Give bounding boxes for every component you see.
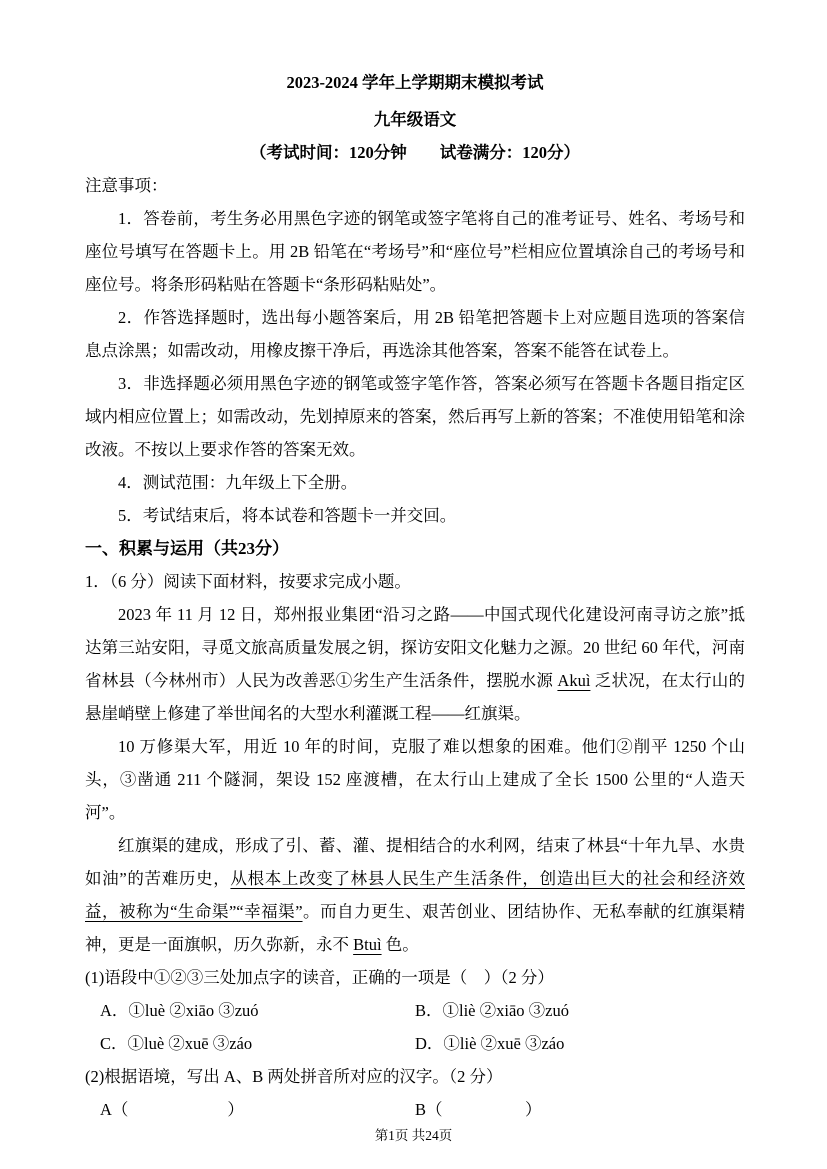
option-c: C．①luè ②xuē ③záo: [100, 1034, 253, 1053]
exam-title: 2023-2024 学年上学期期末模拟考试: [286, 73, 544, 92]
pinyin-blank-b: Btuì: [353, 935, 382, 954]
pinyin-blank-a: Akuì: [557, 671, 591, 690]
answer-blank-a: A（ ）: [100, 1100, 244, 1119]
notice-item-1: 1．答卷前，考生务必用黑色字迹的钢笔或签字笔将自己的准考证号、姓名、考场号和座位号填写在答题卡上。用 2B 铅笔在“考场号”和“座位号”栏相应位置填涂自己的考场号和座位号。将条形码粘贴在答题卡“条形码粘贴处”。: [85, 209, 745, 294]
answer-blanks-row: [85, 1093, 745, 1126]
material-p1-text-a: 2023 年 11 月 12 日，郑州报业集团“沿习之路——中国式现代化建设河南寻访之旅”抵达第三站安阳，寻觅文旅高质量发展之钥，探访安阳文化魅力之源。20 世纪 60 年代，河南省林县（今林州市）人民为改善恶①劣生产生活条件，摆脱水源: [85, 605, 745, 690]
question-1-intro: 1．（6 分）阅读下面材料，按要求完成小题。: [85, 572, 411, 591]
material-p3-text-a: 红旗渠的建成，形成了引、蓄、灌、提相结合的水利网，结束了林县“十年九旱、水贵如油”的苦难历史，: [85, 836, 745, 888]
exam-meta: （考试时间：120分钟 试卷满分：120分）: [250, 143, 580, 162]
notice-item-4: 4．测试范围：九年级上下全册。: [118, 473, 358, 492]
material-p3-text-b: 。而自力更生、艰苦创业、团结协作、无私奉献的红旗渠精神，更是一面旗帜，历久弥新，永不: [85, 902, 746, 954]
material-paragraph-1: [85, 598, 745, 730]
option-b: B．①liè ②xiāo ③zuó: [415, 1001, 569, 1020]
sub-question-1-stem: (1)语段中①②③三处加点字的读音，正确的一项是（ ）（2 分）: [85, 968, 554, 987]
sub-question-2-stem: (2)根据语境，写出 A、B 两处拼音所对应的汉字。（2 分）: [85, 1067, 503, 1086]
material-paragraph-3: [85, 829, 745, 961]
material-paragraph-2: 10 万修渠大军，用近 10 年的时间，克服了难以想象的困难。他们②削平 1250 个山头，③凿通 211 个隧洞，架设 152 座渡槽，在太行山上建成了全长 1500 公里的“人造天河”。: [85, 737, 745, 822]
options-row-2: [85, 1027, 745, 1060]
notice-item-3: 3．非选择题必须用黑色字迹的钢笔或签字笔作答，答案必须写在答题卡各题目指定区域内相应位置上；如需改动，先划掉原来的答案，然后再写上新的答案；不准使用铅笔和涂改液。不按以上要求作答的答案无效。: [85, 374, 745, 459]
underlined-clause: 从根本上改变了林县人民生产生活条件，创造出巨大的社会和经济效益，被称为“生命渠”“幸福渠”: [85, 869, 745, 921]
answer-blank-b: B（ ）: [415, 1100, 542, 1119]
exam-subject: 九年级语文: [373, 110, 457, 129]
material-p3-text-c: 色。: [381, 935, 419, 954]
option-a: A．①luè ②xiāo ③zuó: [100, 1001, 259, 1020]
options-row-1: [85, 994, 745, 1027]
notice-heading: 注意事项：: [85, 176, 168, 195]
notice-item-5: 5．考试结束后，将本试卷和答题卡一并交回。: [118, 506, 457, 525]
material-p1-text-b: 乏状况，在太行山的悬崖峭壁上修建了举世闻名的大型水利灌溉工程——红旗渠。: [85, 671, 746, 723]
section-heading-accumulation: 一、积累与运用（共23分）: [85, 539, 289, 558]
page-footer: 第1页 共24页: [374, 1128, 453, 1143]
option-d: D．①liè ②xuē ③záo: [415, 1034, 565, 1053]
notice-item-2: 2．作答选择题时，选出每小题答案后，用 2B 铅笔把答题卡上对应题目选项的答案信息点涂黑；如需改动，用橡皮擦干净后，再选涂其他答案，答案不能答在试卷上。: [85, 308, 745, 360]
